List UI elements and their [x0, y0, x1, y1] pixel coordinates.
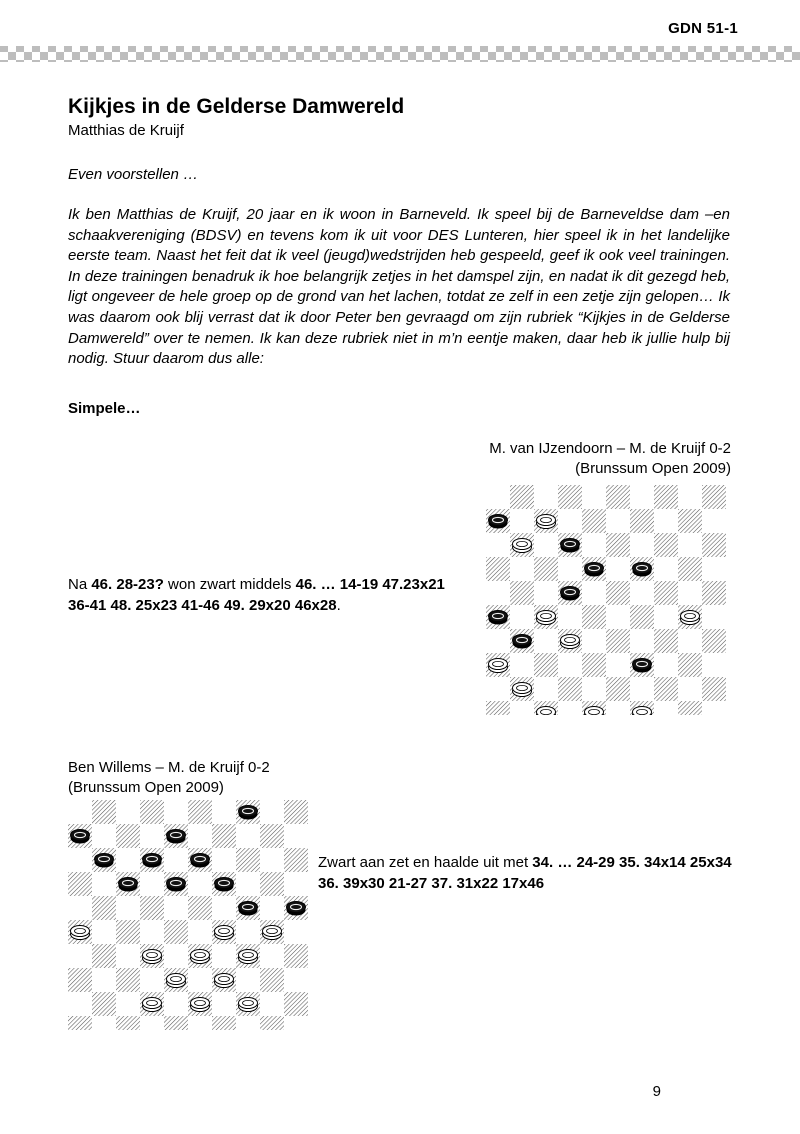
dark-square	[236, 848, 260, 872]
dark-square	[654, 581, 678, 605]
light-square	[582, 629, 606, 653]
light-square	[188, 920, 212, 944]
dark-square	[654, 533, 678, 557]
black-piece	[239, 806, 258, 820]
article-intro: Even voorstellen …	[68, 166, 199, 183]
white-piece	[537, 515, 556, 529]
light-square	[188, 968, 212, 992]
black-piece	[191, 854, 210, 868]
light-square	[678, 533, 702, 557]
light-square	[236, 968, 260, 992]
white-piece	[537, 611, 556, 625]
light-square	[68, 944, 92, 968]
light-square	[188, 872, 212, 896]
light-square	[702, 509, 726, 533]
light-square	[582, 485, 606, 509]
light-square	[510, 605, 534, 629]
light-square	[92, 920, 116, 944]
dark-square	[654, 629, 678, 653]
white-piece	[215, 926, 234, 940]
light-square	[630, 581, 654, 605]
light-square	[534, 677, 558, 701]
white-piece	[513, 683, 532, 697]
light-square	[164, 848, 188, 872]
dark-square	[164, 920, 188, 944]
white-piece	[489, 659, 508, 673]
black-piece	[585, 563, 604, 577]
white-piece	[143, 998, 162, 1012]
light-square	[534, 533, 558, 557]
light-square	[510, 509, 534, 533]
black-piece	[489, 515, 508, 529]
light-square	[558, 509, 582, 533]
dark-square	[702, 677, 726, 701]
game2-event: (Brunssum Open 2009)	[68, 779, 224, 796]
light-square	[188, 824, 212, 848]
light-square	[702, 605, 726, 629]
light-square	[140, 872, 164, 896]
light-square	[486, 485, 510, 509]
black-piece	[633, 563, 652, 577]
game1-notation-text: .	[336, 597, 341, 614]
light-square	[606, 557, 630, 581]
game1-board	[486, 485, 731, 715]
game1-notation-text: won zwart middels	[163, 576, 296, 593]
light-square	[140, 920, 164, 944]
dark-square	[510, 581, 534, 605]
light-square	[236, 824, 260, 848]
game1-event: (Brunssum Open 2009)	[575, 460, 731, 477]
dark-square	[558, 485, 582, 509]
light-square	[260, 896, 284, 920]
light-square	[116, 944, 140, 968]
dark-square	[260, 968, 284, 992]
dark-square	[630, 509, 654, 533]
game1-players: M. van IJzendoorn – M. de Kruijf 0-2	[489, 440, 731, 457]
light-square	[654, 701, 678, 715]
article-author: Matthias de Kruijf	[68, 122, 184, 139]
article-title: Kijkjes in de Gelderse Damwereld	[68, 95, 405, 118]
dark-square	[68, 872, 92, 896]
light-square	[510, 653, 534, 677]
light-square	[582, 533, 606, 557]
white-piece	[633, 707, 652, 716]
game1-moves-bold: 46. … 14-19 47.23x21 36-41 48. 25x23 41-46 49. 29x20 46x28	[68, 576, 445, 614]
white-piece	[239, 950, 258, 964]
dark-square	[510, 485, 534, 509]
black-piece	[71, 830, 90, 844]
light-square	[92, 968, 116, 992]
game1-move-bold: 46. 28-23?	[91, 576, 164, 593]
dark-square	[606, 533, 630, 557]
dark-square	[534, 557, 558, 581]
game2-board	[68, 800, 313, 1030]
dark-square	[212, 824, 236, 848]
white-piece	[191, 950, 210, 964]
light-square	[534, 581, 558, 605]
dark-square	[116, 1016, 140, 1030]
dark-square	[678, 701, 702, 715]
dark-square	[582, 653, 606, 677]
light-square	[558, 701, 582, 715]
game2-header	[68, 758, 270, 798]
light-square	[630, 629, 654, 653]
light-square	[606, 509, 630, 533]
black-piece	[513, 635, 532, 649]
game2-notation-text: Zwart aan zet en haalde uit met	[318, 854, 533, 871]
black-piece	[287, 902, 306, 916]
light-square	[284, 872, 308, 896]
light-square	[558, 605, 582, 629]
light-square	[284, 968, 308, 992]
dark-square	[702, 581, 726, 605]
dark-square	[188, 896, 212, 920]
game2-players: Ben Willems – M. de Kruijf 0-2	[68, 759, 270, 776]
light-square	[68, 800, 92, 824]
light-square	[212, 944, 236, 968]
light-square	[92, 824, 116, 848]
white-piece	[71, 926, 90, 940]
black-piece	[561, 539, 580, 553]
black-piece	[633, 659, 652, 673]
light-square	[510, 701, 534, 715]
dark-square	[92, 896, 116, 920]
light-square	[582, 677, 606, 701]
black-piece	[167, 878, 186, 892]
game1-notation	[68, 574, 468, 616]
white-piece	[585, 707, 604, 716]
light-square	[654, 605, 678, 629]
white-piece	[215, 974, 234, 988]
light-square	[116, 800, 140, 824]
white-piece	[681, 611, 700, 625]
light-square	[558, 557, 582, 581]
light-square	[284, 1016, 308, 1030]
light-square	[678, 629, 702, 653]
dark-square	[140, 896, 164, 920]
light-square	[164, 992, 188, 1016]
dark-square	[606, 677, 630, 701]
dark-square	[92, 800, 116, 824]
light-square	[486, 581, 510, 605]
light-square	[236, 920, 260, 944]
light-square	[140, 1016, 164, 1030]
light-square	[212, 800, 236, 824]
light-square	[582, 581, 606, 605]
section-heading: Simpele…	[68, 400, 141, 417]
dark-square	[582, 509, 606, 533]
dark-square	[702, 485, 726, 509]
dark-square	[654, 677, 678, 701]
light-square	[188, 1016, 212, 1030]
white-piece	[561, 635, 580, 649]
dark-square	[678, 557, 702, 581]
light-square	[630, 533, 654, 557]
dark-square	[284, 944, 308, 968]
light-square	[92, 1016, 116, 1030]
article-body: Ik ben Matthias de Kruijf, 20 jaar en ik woon in Barneveld. Ik speel bij de Barneveldse dam –en schaakvereniging (BDSV) en tevens kom ik uit voor DES Lunteren, hier speel ik in het landelijke eerste team. Naast het feit dat ik veel (jeugd)wedstrijden heb gespeeld, geef ik ook veel trainingen. In deze trainingen benadruk ik hoe belangrijk zetjes in het damspel zijn, en nadat ik dit gezegd heb, ligt ongeveer de hele groep op de grond van het lachen, totdat ze zelf in een zetje zijn gelopen… Ik was daarom ook blij verrast dat ik door Peter ben gevraagd om zijn rubriek “Kijkjes in de Gelderse Damwereld” over te nemen. Ik kan deze rubriek niet in m’n eentje maken, daar heb ik jullie hulp bij nodig. Stuur daarom dus alle:	[68, 206, 730, 368]
light-square	[284, 824, 308, 848]
light-square	[486, 629, 510, 653]
dark-square	[702, 533, 726, 557]
white-piece	[167, 974, 186, 988]
dark-square	[630, 605, 654, 629]
dark-square	[582, 605, 606, 629]
dark-square	[284, 992, 308, 1016]
black-piece	[95, 854, 114, 868]
checker-strip-decoration	[0, 44, 800, 64]
light-square	[164, 944, 188, 968]
white-piece	[143, 950, 162, 964]
dark-square	[164, 1016, 188, 1030]
light-square	[654, 653, 678, 677]
light-square	[212, 848, 236, 872]
light-square	[164, 896, 188, 920]
light-square	[260, 992, 284, 1016]
game1-notation-text: Na	[68, 576, 92, 593]
dark-square	[284, 848, 308, 872]
light-square	[68, 896, 92, 920]
light-square	[606, 701, 630, 715]
light-square	[92, 872, 116, 896]
dark-square	[486, 701, 510, 715]
light-square	[68, 848, 92, 872]
page-number: 9	[652, 1083, 661, 1100]
light-square	[212, 896, 236, 920]
white-piece	[239, 998, 258, 1012]
light-square	[140, 968, 164, 992]
light-square	[236, 1016, 260, 1030]
game1-header	[489, 439, 731, 479]
game2-notation	[318, 852, 738, 894]
light-square	[654, 509, 678, 533]
light-square	[702, 701, 726, 715]
black-piece	[239, 902, 258, 916]
dark-square	[678, 653, 702, 677]
white-piece	[191, 998, 210, 1012]
light-square	[678, 581, 702, 605]
dark-square	[140, 800, 164, 824]
black-piece	[561, 587, 580, 601]
light-square	[212, 992, 236, 1016]
black-piece	[489, 611, 508, 625]
white-piece	[537, 707, 556, 716]
light-square	[68, 992, 92, 1016]
dark-square	[654, 485, 678, 509]
light-square	[558, 653, 582, 677]
light-square	[116, 848, 140, 872]
light-square	[116, 896, 140, 920]
dark-square	[606, 581, 630, 605]
light-square	[606, 605, 630, 629]
light-square	[654, 557, 678, 581]
light-square	[486, 677, 510, 701]
white-piece	[263, 926, 282, 940]
dark-square	[606, 485, 630, 509]
light-square	[630, 677, 654, 701]
light-square	[702, 557, 726, 581]
dark-square	[188, 800, 212, 824]
light-square	[510, 557, 534, 581]
game2-moves-bold: 34. … 24-29 35. 34x14 25x34 36. 39x30 21-27 37. 31x22 17x46	[318, 854, 732, 892]
light-square	[534, 485, 558, 509]
light-square	[702, 653, 726, 677]
light-square	[284, 920, 308, 944]
dark-square	[486, 557, 510, 581]
light-square	[678, 677, 702, 701]
light-square	[260, 848, 284, 872]
light-square	[260, 944, 284, 968]
dark-square	[678, 509, 702, 533]
dark-square	[92, 944, 116, 968]
dark-square	[534, 653, 558, 677]
light-square	[678, 485, 702, 509]
white-piece	[513, 539, 532, 553]
dark-square	[212, 1016, 236, 1030]
black-piece	[119, 878, 138, 892]
dark-square	[606, 629, 630, 653]
light-square	[534, 629, 558, 653]
dark-square	[260, 872, 284, 896]
dark-square	[558, 677, 582, 701]
light-square	[116, 992, 140, 1016]
dark-square	[116, 968, 140, 992]
dark-square	[260, 824, 284, 848]
dark-square	[702, 629, 726, 653]
black-piece	[167, 830, 186, 844]
light-square	[140, 824, 164, 848]
light-square	[260, 800, 284, 824]
dark-square	[92, 992, 116, 1016]
black-piece	[143, 854, 162, 868]
issue-code: GDN 51-1	[668, 20, 738, 37]
light-square	[630, 485, 654, 509]
light-square	[236, 872, 260, 896]
dark-square	[116, 824, 140, 848]
dark-square	[68, 968, 92, 992]
light-square	[606, 653, 630, 677]
light-square	[486, 533, 510, 557]
black-piece	[215, 878, 234, 892]
dark-square	[68, 1016, 92, 1030]
dark-square	[260, 1016, 284, 1030]
dark-square	[116, 920, 140, 944]
light-square	[164, 800, 188, 824]
dark-square	[284, 800, 308, 824]
